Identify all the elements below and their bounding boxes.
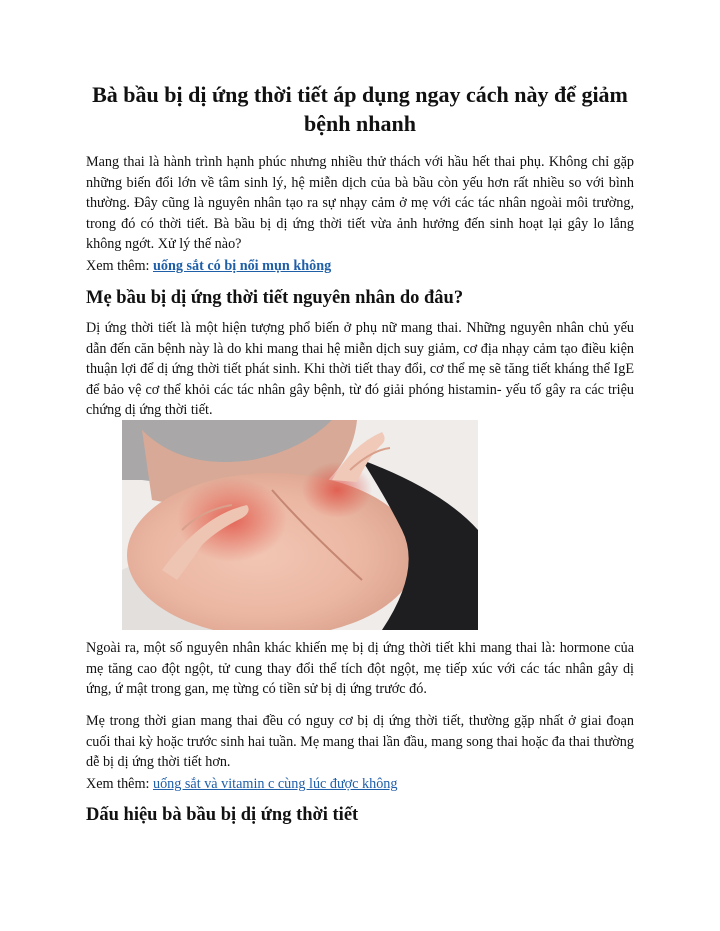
page-title: Bà bầu bị dị ứng thời tiết áp dụng ngay cách này để giảm bệnh nhanh [92, 82, 628, 136]
section-heading-causes: Mẹ bầu bị dị ứng thời tiết nguyên nhân do đâu? [86, 288, 464, 308]
risk-paragraph: Mẹ trong thời gian mang thai đều có nguy cơ bị dị ứng thời tiết, thường gặp nhất ở giai đoạn cuối thai kỳ hoặc trước sinh hai tuần. Mẹ mang thai lần đầu, mang song thai hoặc đa thai thường dễ bị dị ứng thời tiết hơn. [86, 713, 634, 770]
see-also-prefix: Xem thêm: [86, 776, 153, 792]
see-also-link-iron-acne[interactable]: uống sắt có bị nổi mụn không [152, 258, 332, 274]
other-causes-paragraph: Ngoài ra, một số nguyên nhân khác khiến mẹ bị dị ứng thời tiết khi mang thai là: hormone của mẹ tăng cao đột ngột, tử cung thay đổi thể tích đột ngột, mẹ tiếp xúc với các tác nhân gây dị ứng, ứ mật trong gan, mẹ từng có tiền sử bị dị ứng trước đó. [86, 640, 634, 697]
see-also-line-1 [86, 256, 634, 276]
see-also-link-iron-vitamin-c[interactable]: uống sắt và vitamin c cùng lúc được không [152, 776, 398, 792]
intro-paragraph: Mang thai là hành trình hạnh phúc nhưng nhiều thử thách với hầu hết thai phụ. Không chỉ gặp những biến đổi lớn về tâm sinh lý, hệ miễn dịch của bà bầu còn yếu hơn rất nhiều so với bình thường. Đây cũng là nguyên nhân tạo ra sự nhạy cảm ở mẹ với các tác nhân ngoài môi trường, trong đó có thời tiết. Bà bầu bị dị ứng thời tiết vừa ảnh hưởng đến sinh hoạt lại gây lo lắng không ngớt. Xử lý thế nào? [86, 154, 634, 252]
pregnant-belly-illustration [122, 420, 478, 630]
see-also-prefix: Xem thêm: [86, 258, 153, 274]
pregnant-belly-photo [122, 420, 478, 630]
section-heading-symptoms: Dấu hiệu bà bầu bị dị ứng thời tiết [86, 805, 359, 825]
see-also-line-2 [86, 774, 634, 794]
causes-paragraph: Dị ứng thời tiết là một hiện tượng phổ biến ở phụ nữ mang thai. Những nguyên nhân chủ yếu dẫn đến căn bệnh này là do khi mang thai hệ miễn dịch suy giảm, cơ địa nhạy cảm tạo điều kiện thuận lợi để dị ứng thời tiết phát sinh. Khi thời tiết thay đổi, cơ thể mẹ sẽ tăng tiết kháng thể IgE để bảo vệ cơ thể khỏi các tác nhân gây bệnh, từ đó giải phóng histamin- yếu tố gây ra các triệu chứng dị ứng thời tiết. [86, 320, 634, 418]
